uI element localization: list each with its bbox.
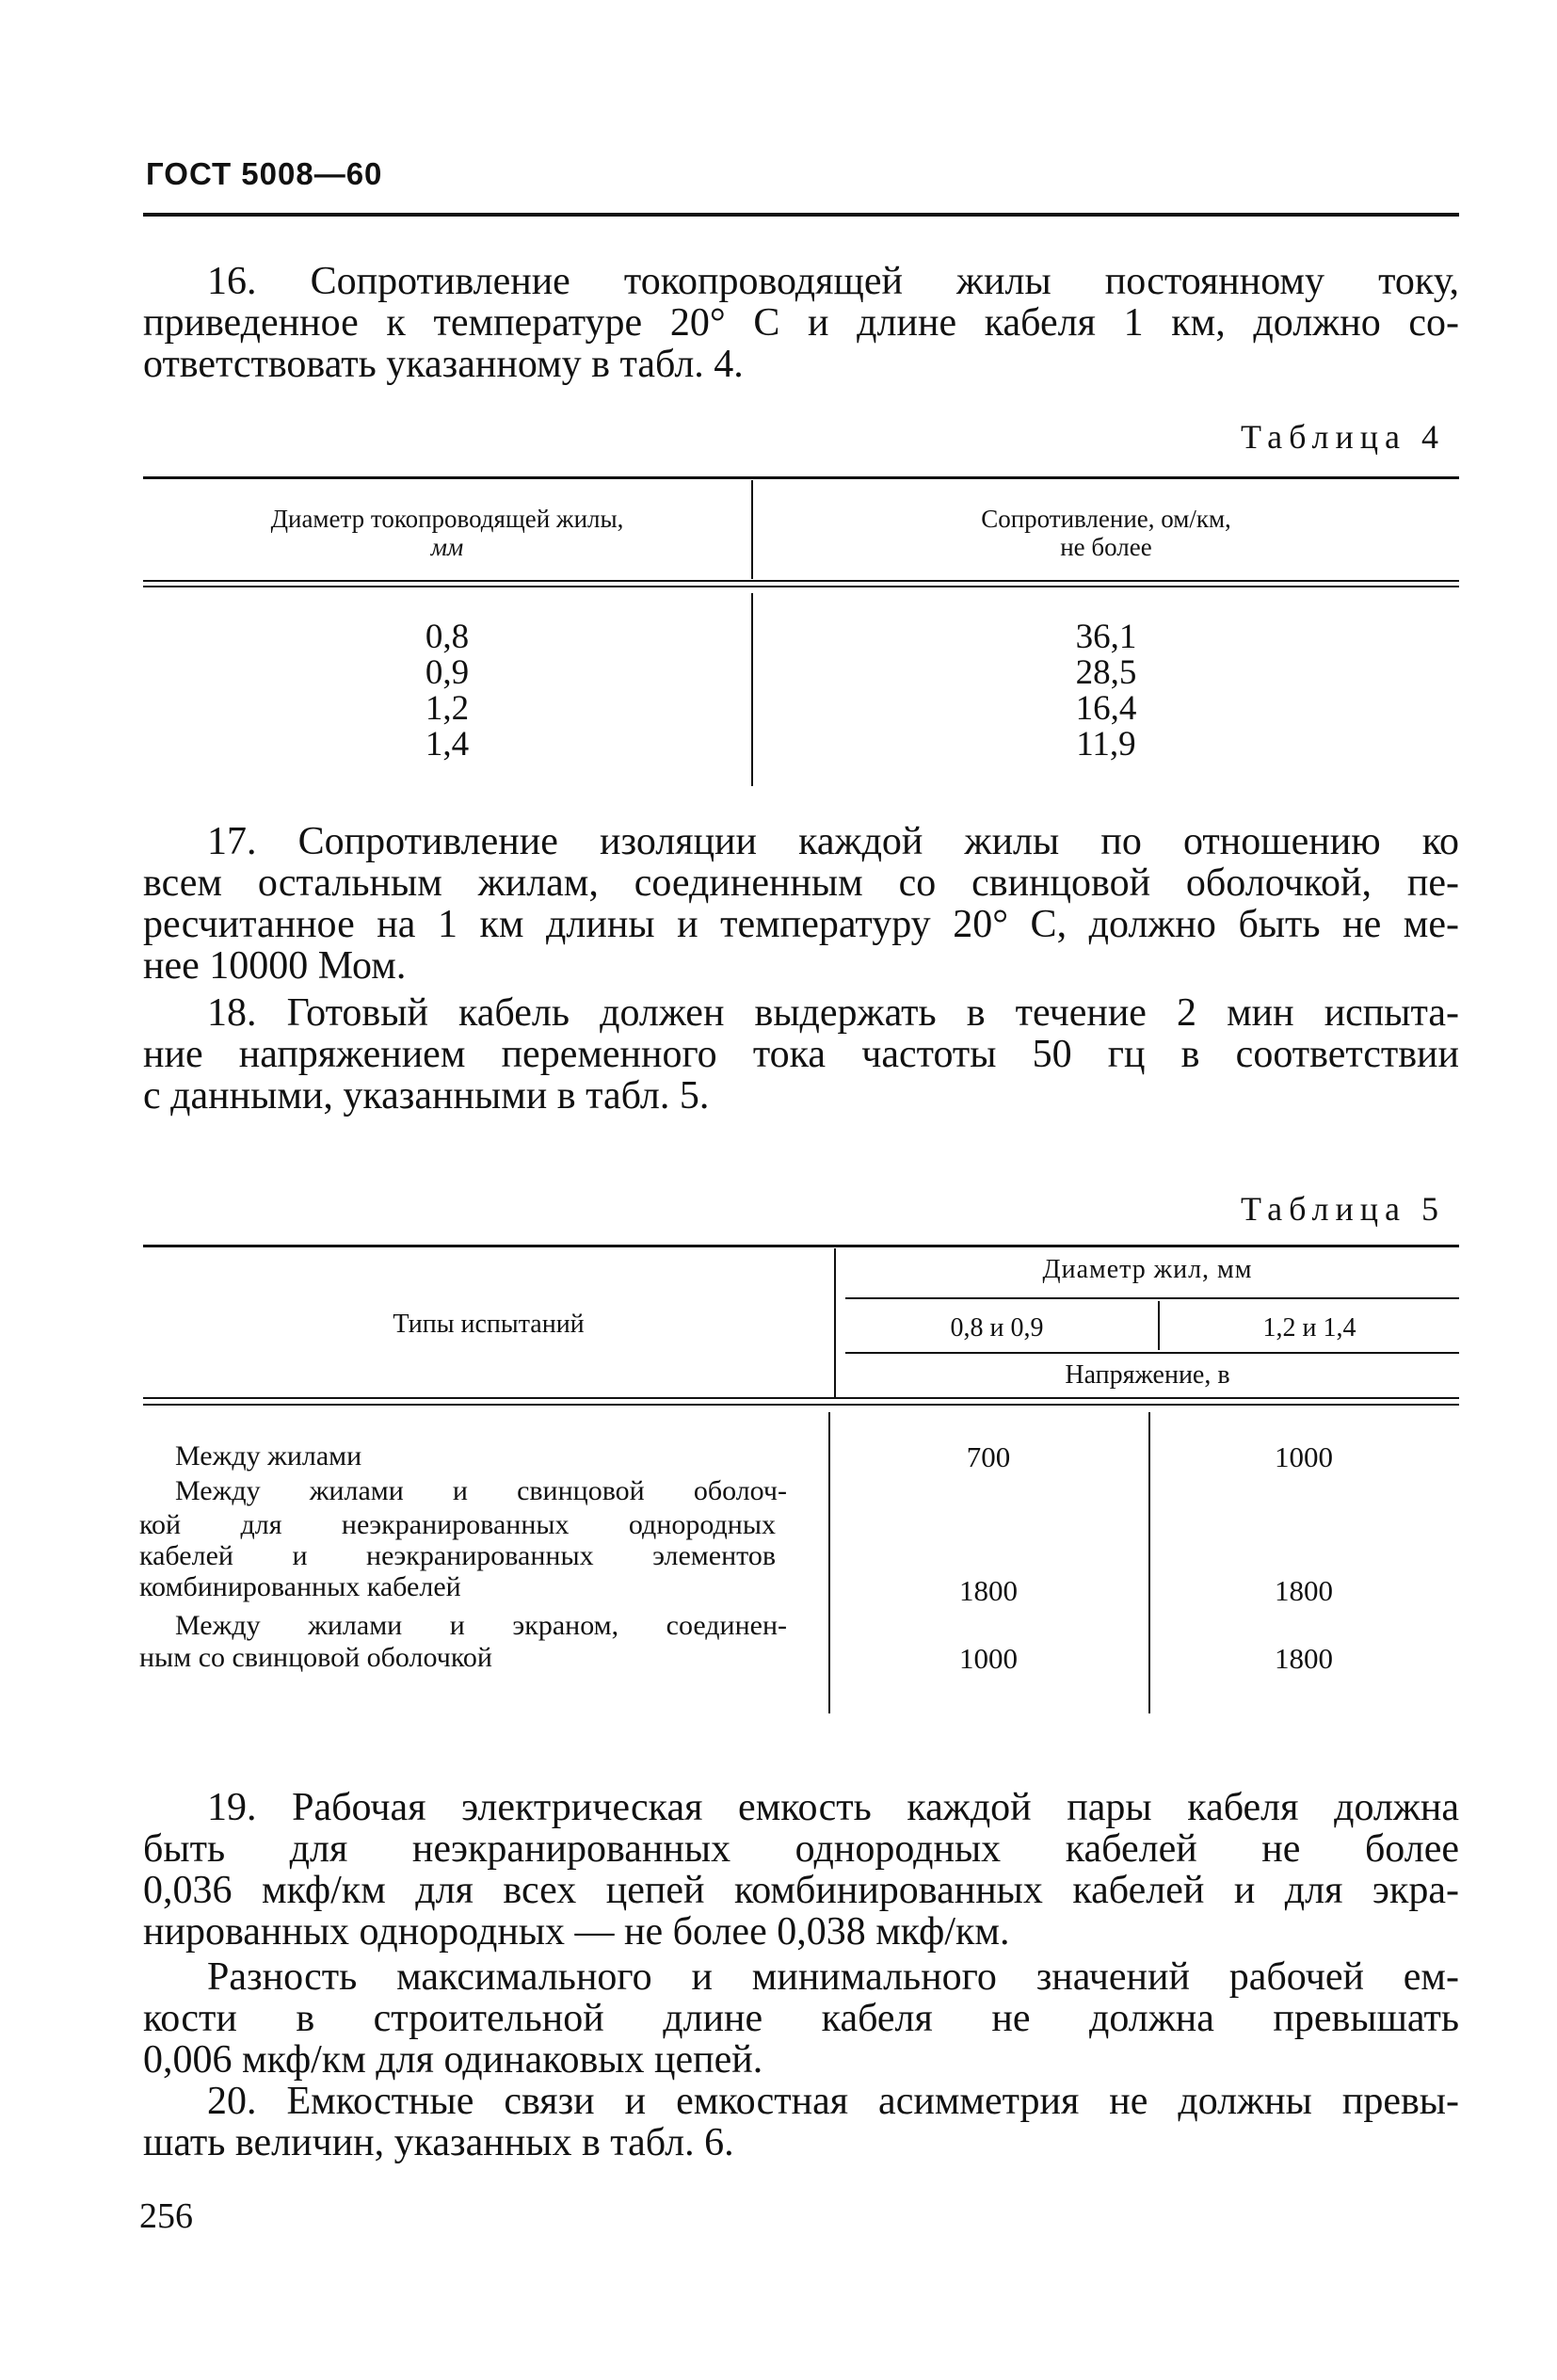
- para16-line-3: ответствовать указанному в табл. 4.: [143, 343, 744, 386]
- para18-line-2: ние напряжением переменного тока частоты 50 гц в соответствии: [143, 1033, 1459, 1076]
- para18-line-3: с данными, указанными в табл. 5.: [143, 1074, 710, 1118]
- para19b-line-3: 0,006 мкф/км для одинаковых цепей.: [143, 2038, 763, 2082]
- paragraph-19-continued: [143, 1956, 1459, 2081]
- table4-col2-title: Сопротивление, ом/км,: [981, 505, 1231, 533]
- table4-diameter-column: [143, 619, 751, 763]
- table-cell: 1000: [959, 1642, 1018, 1675]
- table4-header-rule-2: [143, 586, 1459, 587]
- table-row: [175, 1610, 787, 1641]
- paragraph-19: [143, 1787, 1459, 1953]
- table5-row2-line1: Между жилами и свинцовой оболоч-: [175, 1475, 787, 1506]
- table5-header-rule-2: [143, 1404, 1459, 1406]
- para19-line-4: нированных однородных — не более 0,038 мкф/км.: [143, 1910, 1010, 1954]
- table5-row3-continued: [139, 1642, 776, 1673]
- table-cell: 1800: [1275, 1642, 1333, 1675]
- table5-voltage-header: Напряжение, в: [1065, 1360, 1230, 1390]
- table-cell: 1800: [1275, 1574, 1333, 1607]
- table5-top-rule: [143, 1245, 1459, 1247]
- para17-line-2: всем остальным жилам, соединенным со свинцовой оболочкой, пе-: [143, 861, 1459, 905]
- table-cell: 1800: [959, 1574, 1018, 1607]
- table-cell: 36,1: [1075, 618, 1137, 656]
- para16-line-2: приведенное к температуре 20° С и длине кабеля 1 км, должно со-: [143, 301, 1459, 345]
- paragraph-17: [143, 821, 1459, 987]
- table4-caption: Таблица 4: [1241, 418, 1445, 456]
- table5-header-rule-1: [143, 1397, 1459, 1399]
- para20-line-2: шать величин, указанных в табл. 6.: [143, 2121, 734, 2164]
- table5-body-divider-2: [1148, 1412, 1150, 1713]
- table5-body-divider-1: [828, 1412, 830, 1713]
- table4-col1-header: [143, 505, 751, 561]
- table5-sub-rule: [845, 1352, 1459, 1354]
- para17-line-1: 17. Сопротивление изоляции каждой жилы по отношению ко: [207, 820, 1459, 863]
- table-cell: 0,8: [425, 618, 470, 656]
- table-cell: 11,9: [1076, 725, 1136, 764]
- table5-row2-line4: комбинированных кабелей: [139, 1571, 461, 1602]
- table5-sub2-header: 1,2 и 1,4: [1262, 1313, 1356, 1343]
- table5-row3-line1: Между жилами и экраном, соединен-: [175, 1610, 787, 1641]
- table4-col2-subtitle: не более: [1060, 533, 1152, 561]
- table4-col1-unit: мм: [430, 533, 464, 561]
- para16-line-1: 16. Сопротивление токопроводящей жилы постоянному току,: [207, 260, 1459, 303]
- table5-row2-continued: [139, 1509, 776, 1602]
- table4-col1-title: Диаметр токопроводящей жилы,: [270, 505, 624, 533]
- table-cell: 28,5: [1075, 653, 1137, 692]
- table4-top-rule: [143, 476, 1459, 479]
- table-cell: 16,4: [1075, 689, 1137, 728]
- paragraph-18: [143, 992, 1459, 1117]
- para18-line-1: 18. Готовый кабель должен выдержать в течение 2 мин испыта-: [207, 991, 1459, 1035]
- table-cell: 0,9: [425, 653, 470, 692]
- table5-group-header: Диаметр жил, мм: [1042, 1255, 1253, 1284]
- page-number: 256: [139, 2196, 193, 2236]
- table5-col1-header: Типы испытаний: [393, 1310, 585, 1339]
- table5-row3-line2: ным со свинцовой оболочкой: [139, 1642, 492, 1673]
- para19b-line-2: кости в строительной длине кабеля не должна превышать: [143, 1997, 1459, 2040]
- para17-line-3: ресчитанное на 1 км длины и температуру 20° С, должно быть не ме-: [143, 903, 1459, 946]
- table4-header-rule-1: [143, 580, 1459, 582]
- table-cell: 1,2: [425, 689, 470, 728]
- para17-line-4: нее 10000 Мом.: [143, 944, 407, 988]
- header-rule: [143, 213, 1459, 217]
- table5-row2-line2: кой для неэкранированных однородных: [139, 1509, 776, 1540]
- table-cell: 1,4: [425, 725, 470, 764]
- table4-resistance-column: [753, 619, 1459, 763]
- table-cell: 700: [966, 1440, 1011, 1473]
- standard-header: ГОСТ 5008—60: [146, 156, 383, 191]
- para19-line-2: быть для неэкранированных однородных кабелей не более: [143, 1827, 1459, 1871]
- table5-row1-text: Между жилами: [175, 1440, 362, 1471]
- table5-row2-line3: кабелей и неэкранированных элементов: [139, 1540, 776, 1571]
- table-row: [175, 1475, 787, 1506]
- para20-line-1: 20. Емкостные связи и емкостная асимметрия не должны превы-: [207, 2080, 1459, 2123]
- para19b-line-1: Разность максимального и минимального значений рабочей ем-: [207, 1955, 1459, 1999]
- table5-caption: Таблица 5: [1241, 1190, 1445, 1228]
- table4-col2-header: [753, 505, 1459, 561]
- para19-line-1: 19. Рабочая электрическая емкость каждой пары кабеля должна: [207, 1786, 1459, 1829]
- paragraph-20: [143, 2081, 1459, 2163]
- table-cell: 1000: [1275, 1440, 1333, 1473]
- table5-sub1-header: 0,8 и 0,9: [950, 1313, 1044, 1343]
- table5-group-rule: [845, 1297, 1459, 1299]
- paragraph-16: [143, 261, 1459, 385]
- table-row: [175, 1440, 787, 1471]
- para19-line-3: 0,036 мкф/км для всех цепей комбинированных кабелей и для экра-: [143, 1869, 1459, 1912]
